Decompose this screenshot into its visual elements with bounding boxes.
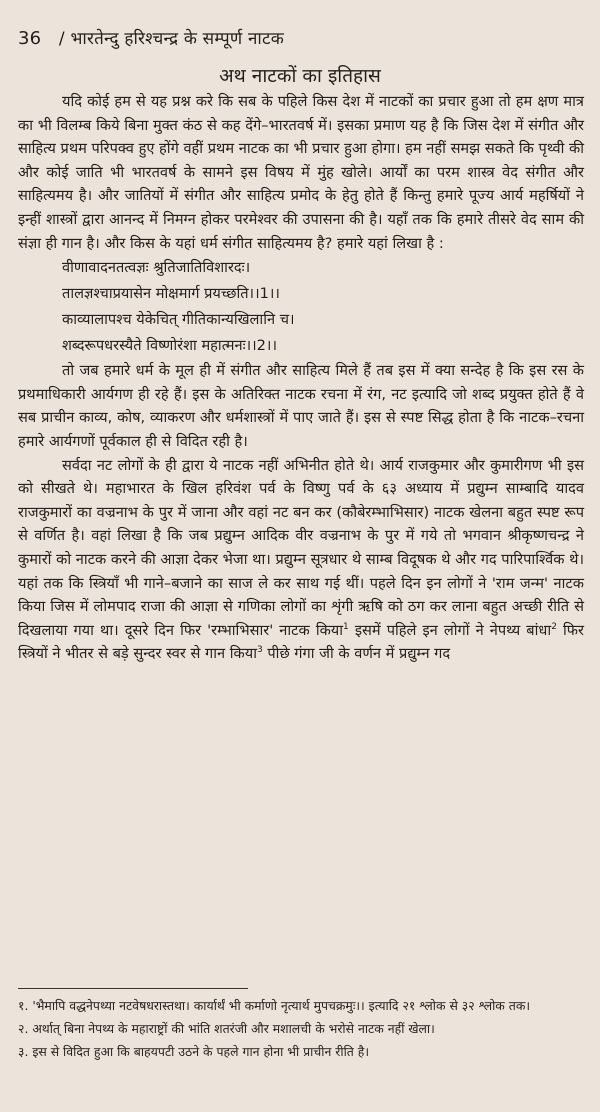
page-header xyxy=(18,26,284,49)
paragraph-3-text: इसमें पहिले इन लोगों ने नेपथ्य बांधा xyxy=(348,621,552,639)
footnote-ref-1: 1 xyxy=(343,621,349,632)
paragraph-3-text: पीछे गंगा जी के वर्णन में प्रद्युम्न गद xyxy=(262,645,451,663)
paragraph-1: यदि कोई हम से यह प्रश्न करे कि सब के पहिले किस देश में नाटकों का प्रचार हुआ तो हम क्षण मात्र का भी विलम्ब किये बिना मुक्त कंठ से कह देंगे–भारतवर्ष में। इसका प्रमाण यह है कि जिस देश में संगीत और साहित्य प्रथम परिपक्व हुए होंगे वहीं प्रथम नाटक का भी प्रचार हुआ होगा। हम नहीं समझ सकते कि पृथ्वी की और कोई जाति भी भारतवर्ष के सामने इस विषय में मुंह खोले। आर्यों का परम शास्त्र वेद संगीत और साहित्यमय है। और जातियों में संगीत और साहित्य प्रमोद के हेतु होते हैं किन्तु हमारे पूज्य आर्य महर्षियों ने इन्हीं शास्त्रों द्वारा आनन्द में निमग्न होकर परमेश्वर की उपासना की है। यहाँ तक कि हमारे तीसरे वेद साम की संज्ञा ही गान है। और किस के यहां धर्म संगीत साहित्यमय है? हमारे यहां लिखा है : xyxy=(18,93,584,252)
footnote-3: ३. इस से विदित हुआ कि बाहयपटी उठने के पहले गान होना भी प्राचीन रीति है। xyxy=(18,1044,370,1059)
verse-line: शब्दरूपधरस्यैते विष्णोरंशा महात्मनः।।2।। xyxy=(62,337,277,355)
paragraph-3-text: सर्वदा नट लोगों के ही द्वारा ये नाटक नहीं अभिनीत होते थे। आर्य राजकुमार और कुमारीगण भी इस को सीखते थे। महाभारत के खिल हरिवंश पर्व के विष्णु पर्व के ६३ अध्याय में प्रद्युम्न साम्बादि यादव राजकुमारों का वज्रनाभ के पुर में जाना और वहां नट बन कर (कौबेरम्भाभिसार) नाटक खेलना बहुत स्पष्ट रूप से वर्णित है। वहां लिखा है कि जब प्रद्युम्न आदिक वीर वज्रनाभ के पुर में गये तो भगवान श्रीकृष्णचन्द्र ने कुमारों को नाटक करने की आज्ञा देकर भेजा था। प्रद्युम्न सूत्रधार थे साम्ब विदूषक थे और गद पारिपार्श्विक थे। यहां तक कि स्त्रियाँ भी गाने–बजाने का साज ले कर साथ गई थीं। पहले दिन इन लोगों ने 'राम जन्म' नाटक किया जिस में लोमपाद राजा की आज्ञा से गणिका लोगों का शृंगी ऋषि को ठग कर लाना बहुत अच्छी रीति से दिखलाया गया था। दूसरे दिन फिर 'रम्भाभिसार' नाटक किया xyxy=(18,456,584,639)
running-title: / भारतेन्दु हरिश्चन्द्र के सम्पूर्ण नाटक xyxy=(58,29,285,49)
body-text xyxy=(18,90,584,666)
paragraph-2: तो जब हमारे धर्म के मूल ही में संगीत और साहित्य मिले हैं तब इस में क्या सन्देह है कि इस रस के प्रथमाधिकारी आर्यगण ही रहे हैं। इस के अतिरिक्त नाटक रचना में रंग, नट इत्यादि जो शब्द प्रयुक्त होते हैं वे सब प्राचीन काव्य, कोष, व्याकरण और धर्मशास्त्रों में पाए जाते हैं। इस से स्पष्ट सिद्ध होता है कि नाटक–रचना हमारे आर्यगणों पूर्वकाल ही से विदित रही है। xyxy=(18,362,584,450)
verse-line: तालज्ञश्चाप्रयासेन मोक्षमार्ग प्रयच्छति।।1।। xyxy=(62,285,280,303)
verse-line: काव्यालापश्च येकेचित् गीतिकान्यखिलानि च। xyxy=(62,311,295,329)
footnote-divider xyxy=(18,988,248,989)
footnote-2: २. अर्थात् बिना नेपथ्य के महाराष्ट्रों की भांति शतरंजी और मशालची के भरोसे नाटक नहीं खेला। xyxy=(18,1021,435,1036)
footnote-ref-2: 2 xyxy=(551,621,557,632)
page-number: 36 xyxy=(18,28,42,49)
footnote-ref-3: 3 xyxy=(257,645,263,656)
footnote-1: १. 'भैमापि वद्धनेपथ्या नटवेषधरास्तथा। कार्यार्थं भी कर्माणो नृत्यार्थ मुपचक्रमुः।। इत्यादि २१ श्लोक से ३२ श्लोक तक। xyxy=(18,998,531,1013)
verse-line: वीणावादनतत्वज्ञः श्रुतिजातिविशारदः। xyxy=(62,259,251,277)
paragraph-3 xyxy=(18,454,584,666)
chapter-title: अथ नाटकों का इतिहास xyxy=(219,65,381,87)
paragraph-3-text: फिर स्त्रियों ने भीतर से बड़े सुन्दर स्वर से गान किया xyxy=(18,621,584,663)
footnotes xyxy=(18,996,584,1065)
sanskrit-verse xyxy=(18,255,584,359)
